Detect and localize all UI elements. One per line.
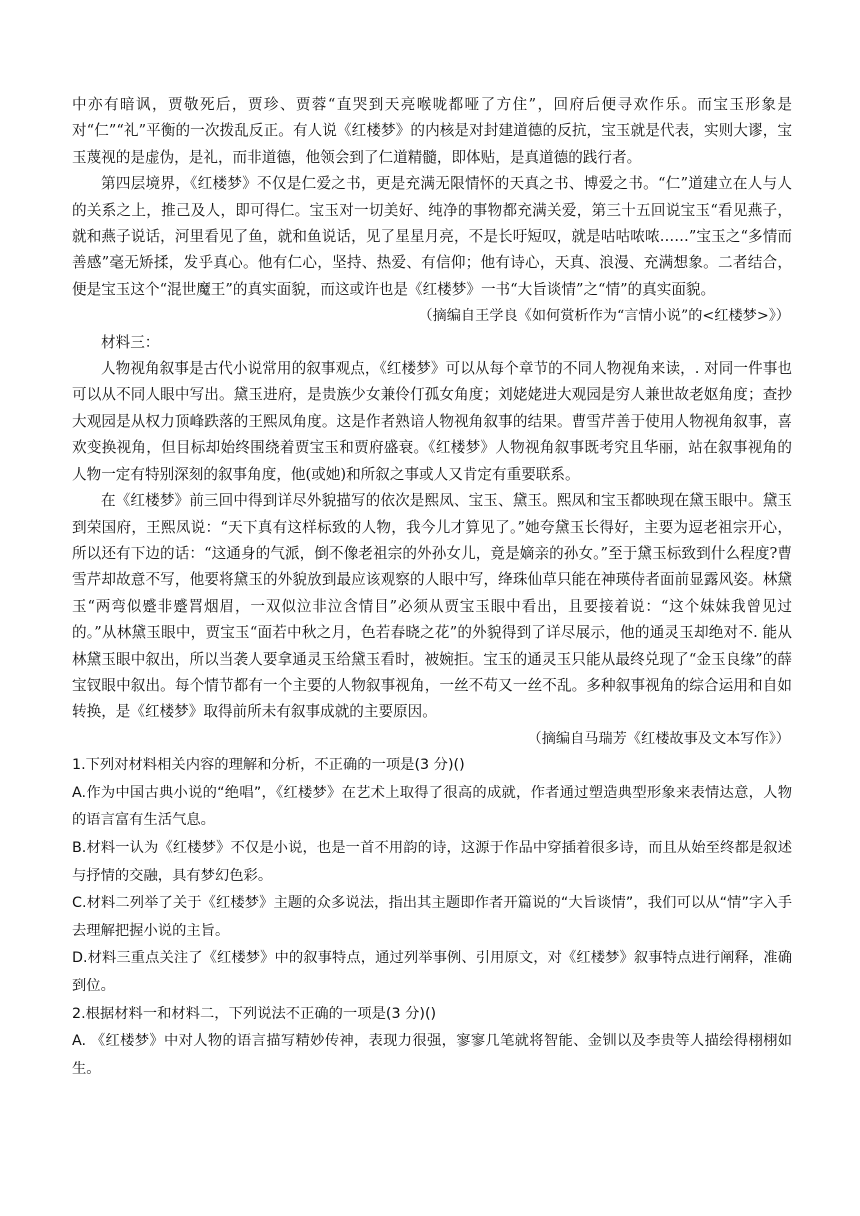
question-1-option-d: D.材料三重点关注了《红楼梦》中的叙事特点，通过列举事例、引用原文，对《红楼梦》叙事特点进行阐释，准确到位。 [72,950,792,994]
material3-paragraph-1: 人物视角叙事是古代小说常用的叙事观点，《红楼梦》可以从每个章节的不同人物视角来读，. 对同一件事也可以从不同人眼中写出。黛玉进府，是贵族少女兼伶仃孤女角度；刘姥姥进大观园是穷人兼世故老妪角度；查抄大观园是从权力顶峰跌落的王熙凤角度。这是作者熟谙人物视角叙事的结果。曹雪芹善于使用人物视角叙事，喜欢变换视角，但目标却始终围绕着贾宝玉和贾府盛衰。《红楼梦》人物视角叙事既考究且华丽，站在叙事视角的人物一定有特别深刻的叙事角度，他(或她)和所叙之事或人又肯定有重要联系。 [72,360,792,483]
document-page [72,92,792,1083]
question-1-option-a: A.作为中国古典小说的“绝唱”，《红楼梦》在艺术上取得了很高的成就，作者通过塑造典型形象来表情达意，人物的语言富有生活气息。 [72,784,792,829]
question-2 [72,1001,792,1084]
material3-paragraph-2: 在《红楼梦》前三回中得到详尽外貌描写的依次是熙凤、宝玉、黛玉。熙凤和宝玉都映现在黛玉眼中。黛玉到荣国府，王熙凤说：“天下真有这样标致的人物，我今儿才算见了。”她夸黛玉长得好，主要为逗老祖宗开心，所以还有下边的话：“这通身的气派，倒不像老祖宗的外孙女儿，竟是嫡亲的孙女。”至于黛玉标致到什么程度?曹雪芹却故意不写，他要将黛玉的外貌放到最应该观察的人眼中写，绛珠仙草只能在神瑛侍者面前显露风姿。林黛玉“两弯似蹙非蹙罥烟眉，一双似泣非泣含情目”必须从贾宝玉眼中看出，且要接着说：“这个妹妹我曾见过的。”从林黛玉眼中，贾宝玉“面若中秋之月，色若春晓之花”的外貌得到了详尽展示，他的通灵玉却绝对不. 能从林黛玉眼中叙出，所以当袭人要拿通灵玉给黛玉看时，被婉拒。宝玉的通灵玉只能从最终兑现了“金玉良缘”的薛宝钗眼中叙出。每个情节都有一个主要的人物叙事视角，一丝不苟又一丝不乱。多种叙事视角的综合运用和自如转换，是《红楼梦》取得前所未有叙事成就的主要原因。 [72,492,792,721]
material2-paragraph-continued: 中亦有暗讽，贾敬死后，贾珍、贾蓉“直哭到天亮喉咙都哑了方住”，回府后便寻欢作乐。而宝玉形象是对“仁”“礼”平衡的一次拨乱反正。有人说《红楼梦》的内核是对封建道德的反抗，宝玉就是代表，实则大谬，宝玉蔑视的是虚伪，是礼，而非道德，他领会到了仁道精髓，即体贴，是真道德的践行者。 [72,96,792,166]
question-1-option-b: B.材料一认为《红楼梦》不仅是小说，也是一首不用韵的诗，这源于作品中穿插着很多诗，而且从始至终都是叙述与抒情的交融，具有梦幻色彩。 [72,839,792,884]
question-1-stem: 1.下列对材料相关内容的理解和分析，不正确的一项是(3 分)() [72,757,465,774]
question-1 [72,752,792,1000]
material3-source: （摘编自马瑞芳《红楼故事及文本写作》） [527,730,790,747]
question-1-option-c: C.材料二列举了关于《红楼梦》主题的众多说法，指出其主题即作者开篇说的“大旨谈情”，我们可以从“情”字入手去理解把握小说的主旨。 [72,895,792,939]
material2-source: （摘编自王学良《如何赏析作为“言情小说”的<红楼梦>》） [418,308,790,325]
question-2-stem: 2.根据材料一和材料二，下列说法不正确的一项是(3 分)() [72,1005,437,1022]
question-2-option-a: A. 《红楼梦》中对人物的语言描写精妙传神，表现力很强，寥寥几笔就将智能、金钏以及李贵等人描绘得栩栩如生。 [72,1033,792,1077]
material2-paragraph-fourth-level: 第四层境界，《红楼梦》不仅是仁爱之书，更是充满无限情怀的天真之书、博爱之书。“仁”道建立在人与人的关系之上，推己及人，即可得仁。宝玉对一切美好、纯净的事物都充满关爱，第三十五回说宝玉“看见燕子，就和燕子说话，河里看见了鱼，就和鱼说话，见了星星月亮，不是长吁短叹，就是咕咕哝哝……”宝玉之“多情而善感”毫无矫揉，发乎真心。他有仁心，坚持、热爱、有信仰；他有诗心，天真、浪漫、充满想象。二者结合，便是宝玉这个“混世魔王”的真实面貌，而这或许也是《红楼梦》一书“大旨谈情”之“情”的真实面貌。 [72,175,792,298]
material3-label: 材料三： [101,333,160,351]
